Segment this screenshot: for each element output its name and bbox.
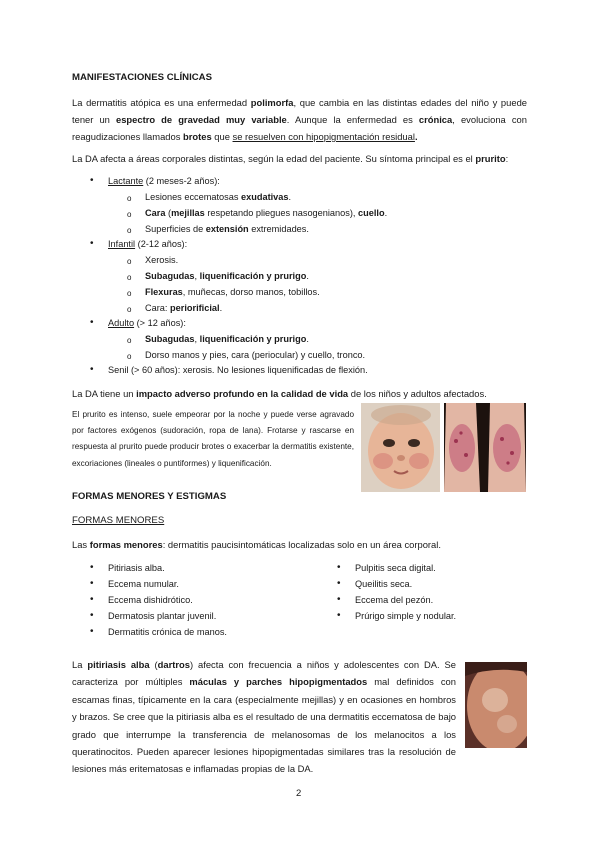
paragraph-prurito: El prurito es intenso, suele empeorar por la noche y puede verse agravado por factores exógenos (sudoración, ropa de lana). Frotarse y rascarse en respuesta al prurito puede producir brotes o exacerbar la dermatitis existente, excoriaciones (lineales o puntiformes) y liquenificación. bbox=[72, 410, 354, 468]
bullet-solid: • bbox=[90, 238, 94, 249]
paragraph-areas bbox=[72, 150, 527, 167]
text-run: , bbox=[194, 271, 200, 281]
bold-run: mejillas bbox=[171, 208, 205, 218]
text-run: . bbox=[306, 271, 309, 281]
list-item: Xerosis. bbox=[145, 255, 179, 265]
list-item: Eccema dishidrótico. bbox=[108, 595, 193, 605]
bullet-solid: • bbox=[90, 364, 94, 375]
text-run: . bbox=[384, 208, 388, 218]
text-run: , evoluciona con reagudizaciones llamados bbox=[72, 114, 527, 142]
bullet-solid: • bbox=[90, 578, 94, 589]
section-title-formas: FORMAS MENORES Y ESTIGMAS bbox=[72, 491, 227, 502]
text-run: , muñecas, dorso manos, tobillos. bbox=[182, 287, 320, 297]
bullet-hollow: o bbox=[127, 352, 132, 361]
paragraph-intro bbox=[72, 94, 527, 145]
list-item: Dorso manos y pies, cara (periocular) y cuello, tronco. bbox=[145, 350, 366, 360]
list-item bbox=[145, 224, 309, 234]
bold-run: liquenificación y prurigo bbox=[199, 271, 307, 281]
list-item: Eccema numular. bbox=[108, 579, 179, 589]
group-range: (2-12 años): bbox=[135, 239, 188, 249]
list-item-lactante bbox=[108, 176, 220, 186]
flexural-dermatitis-photo bbox=[444, 403, 526, 492]
bullet-hollow: o bbox=[127, 257, 132, 266]
list-item: Eccema del pezón. bbox=[355, 595, 434, 605]
bullet-hollow: o bbox=[127, 194, 132, 203]
text-run: que bbox=[211, 131, 233, 142]
paragraph-formas-intro bbox=[72, 536, 527, 553]
list-item-adulto bbox=[108, 318, 186, 328]
group-label: Lactante bbox=[108, 176, 144, 186]
bold-run: formas menores bbox=[89, 539, 163, 550]
list-item bbox=[145, 208, 387, 218]
list-item bbox=[145, 271, 309, 281]
list-item: Queilitis seca. bbox=[355, 579, 413, 589]
bold-run: periorificial bbox=[170, 303, 220, 313]
text-run: ( bbox=[165, 208, 172, 218]
text-run: , bbox=[352, 208, 359, 218]
paragraph-pitiriasis bbox=[72, 656, 456, 778]
bullet-hollow: o bbox=[127, 210, 132, 219]
infant-face-photo bbox=[361, 403, 440, 492]
bold-run: pitiriasis alba bbox=[87, 659, 150, 670]
bold-run: exudativas bbox=[241, 192, 289, 202]
text-run: La bbox=[72, 659, 88, 670]
group-label: Infantil bbox=[108, 239, 136, 249]
text-run: : dermatitis paucisintomáticas localizadas solo en un área corporal. bbox=[162, 539, 441, 550]
text-run: Las bbox=[72, 539, 90, 550]
text-run: . bbox=[288, 192, 292, 202]
bullet-hollow: o bbox=[127, 336, 132, 345]
bold-run: crónica bbox=[418, 114, 453, 125]
group-range: (> 12 años): bbox=[134, 318, 186, 328]
text-run: . Aunque la enfermedad es bbox=[286, 114, 419, 125]
list-item-senil: Senil (> 60 años): xerosis. No lesiones liquenificadas de flexión. bbox=[108, 365, 368, 375]
list-item: Pitiriasis alba. bbox=[108, 563, 165, 573]
bold-run: Subagudas bbox=[145, 271, 195, 281]
flexural-dermatitis-illustration bbox=[444, 403, 526, 492]
bullet-solid: • bbox=[90, 626, 94, 637]
bullet-solid: • bbox=[90, 610, 94, 621]
text-run: ) afecta con frecuencia a niños y adolescentes con DA. Se caracteriza por múltiples bbox=[72, 659, 456, 688]
text-run: Superficies de bbox=[145, 224, 206, 234]
list-item: Prúrigo simple y nodular. bbox=[355, 611, 457, 621]
bold-run: dartros bbox=[157, 659, 190, 670]
bold-run: cuello bbox=[358, 208, 385, 218]
text-run: : bbox=[505, 153, 509, 164]
paragraph-impacto bbox=[72, 385, 527, 402]
list-item bbox=[145, 334, 309, 344]
bold-run: polimorfa bbox=[250, 97, 294, 108]
pitiriasis-alba-illustration bbox=[465, 662, 527, 748]
text-run: La DA afecta a áreas corporales distintas, según la edad del paciente. Su síntoma principal es el bbox=[72, 153, 476, 164]
bold-run: prurito bbox=[475, 153, 506, 164]
text-run: La DA tiene un bbox=[72, 388, 137, 399]
text-run: ( bbox=[149, 659, 158, 670]
text-run: Cara: bbox=[145, 303, 171, 313]
text-run: , bbox=[194, 334, 200, 344]
bullet-solid: • bbox=[337, 562, 341, 573]
bullet-hollow: o bbox=[127, 273, 132, 282]
text-run: . bbox=[219, 303, 223, 313]
text-run: mal definidos con escamas finas, típicamente en la cara (especialmente mejillas) y en ocasiones en hombros y brazos. Se cree que la pitiriasis alba es el resultado de una dermatitis eccematosa de bajo grado que interrumpe la transferencia de melanosomas de los melanocitos a los queratinocitos. Pueden aparecer lesiones hipopigmentadas similares tras la resolución de lesiones más eritematosas e inflamadas propias de la DA. bbox=[72, 676, 456, 775]
text-run: Lesiones eccematosas bbox=[145, 192, 242, 202]
bold-run: Subagudas bbox=[145, 334, 195, 344]
list-item: Pulpitis seca digital. bbox=[355, 563, 436, 573]
bold-run: impacto adverso profundo en la calidad de vida bbox=[136, 388, 349, 399]
bullet-solid: • bbox=[337, 594, 341, 605]
bold-run: brotes bbox=[183, 131, 212, 142]
bullet-hollow: o bbox=[127, 226, 132, 235]
bullet-hollow: o bbox=[127, 305, 132, 314]
text-run: respetando pliegues nasogenianos) bbox=[204, 208, 353, 218]
bold-run: máculas y parches hipopigmentados bbox=[189, 676, 368, 688]
bold-run: Flexuras bbox=[145, 287, 183, 297]
bullet-solid: • bbox=[90, 562, 94, 573]
underlined-run: se resuelven con hipopigmentación residual bbox=[232, 131, 415, 142]
infant-face-illustration bbox=[361, 403, 440, 492]
list-item: Dermatitis crónica de manos. bbox=[108, 627, 227, 637]
list-item-infantil bbox=[108, 239, 187, 249]
section-title-manifestaciones: MANIFESTACIONES CLÍNICAS bbox=[72, 72, 212, 83]
list-item bbox=[145, 192, 291, 202]
bullet-solid: • bbox=[90, 594, 94, 605]
bold-run: liquenificación y prurigo bbox=[199, 334, 307, 344]
bullet-solid: • bbox=[337, 578, 341, 589]
pitiriasis-alba-photo bbox=[465, 662, 527, 748]
bullet-hollow: o bbox=[127, 289, 132, 298]
bullet-solid: • bbox=[90, 317, 94, 328]
bullet-solid: • bbox=[90, 175, 94, 186]
text-run: La dermatitis atópica es una enfermedad bbox=[72, 97, 251, 108]
text-run: extremidades. bbox=[248, 224, 309, 234]
page-number: 2 bbox=[296, 788, 302, 799]
bullet-solid: • bbox=[337, 610, 341, 621]
bold-run: espectro de gravedad muy variable bbox=[115, 114, 287, 125]
list-item bbox=[145, 303, 222, 313]
bold-run: extensión bbox=[205, 224, 249, 234]
list-item: Dermatosis plantar juvenil. bbox=[108, 611, 217, 621]
bold-run: . bbox=[414, 131, 418, 142]
text-run: de los niños y adultos afectados. bbox=[348, 388, 487, 399]
text-run: , que cambia en las distintas edades del niño y puede tener un bbox=[72, 97, 527, 125]
list-item bbox=[145, 287, 320, 297]
subsection-title-formas-menores: FORMAS MENORES bbox=[72, 515, 165, 526]
group-range: (2 meses-2 años): bbox=[143, 176, 220, 186]
text-run: . bbox=[306, 334, 309, 344]
bold-run: Cara bbox=[145, 208, 166, 218]
group-label: Adulto bbox=[108, 318, 135, 328]
